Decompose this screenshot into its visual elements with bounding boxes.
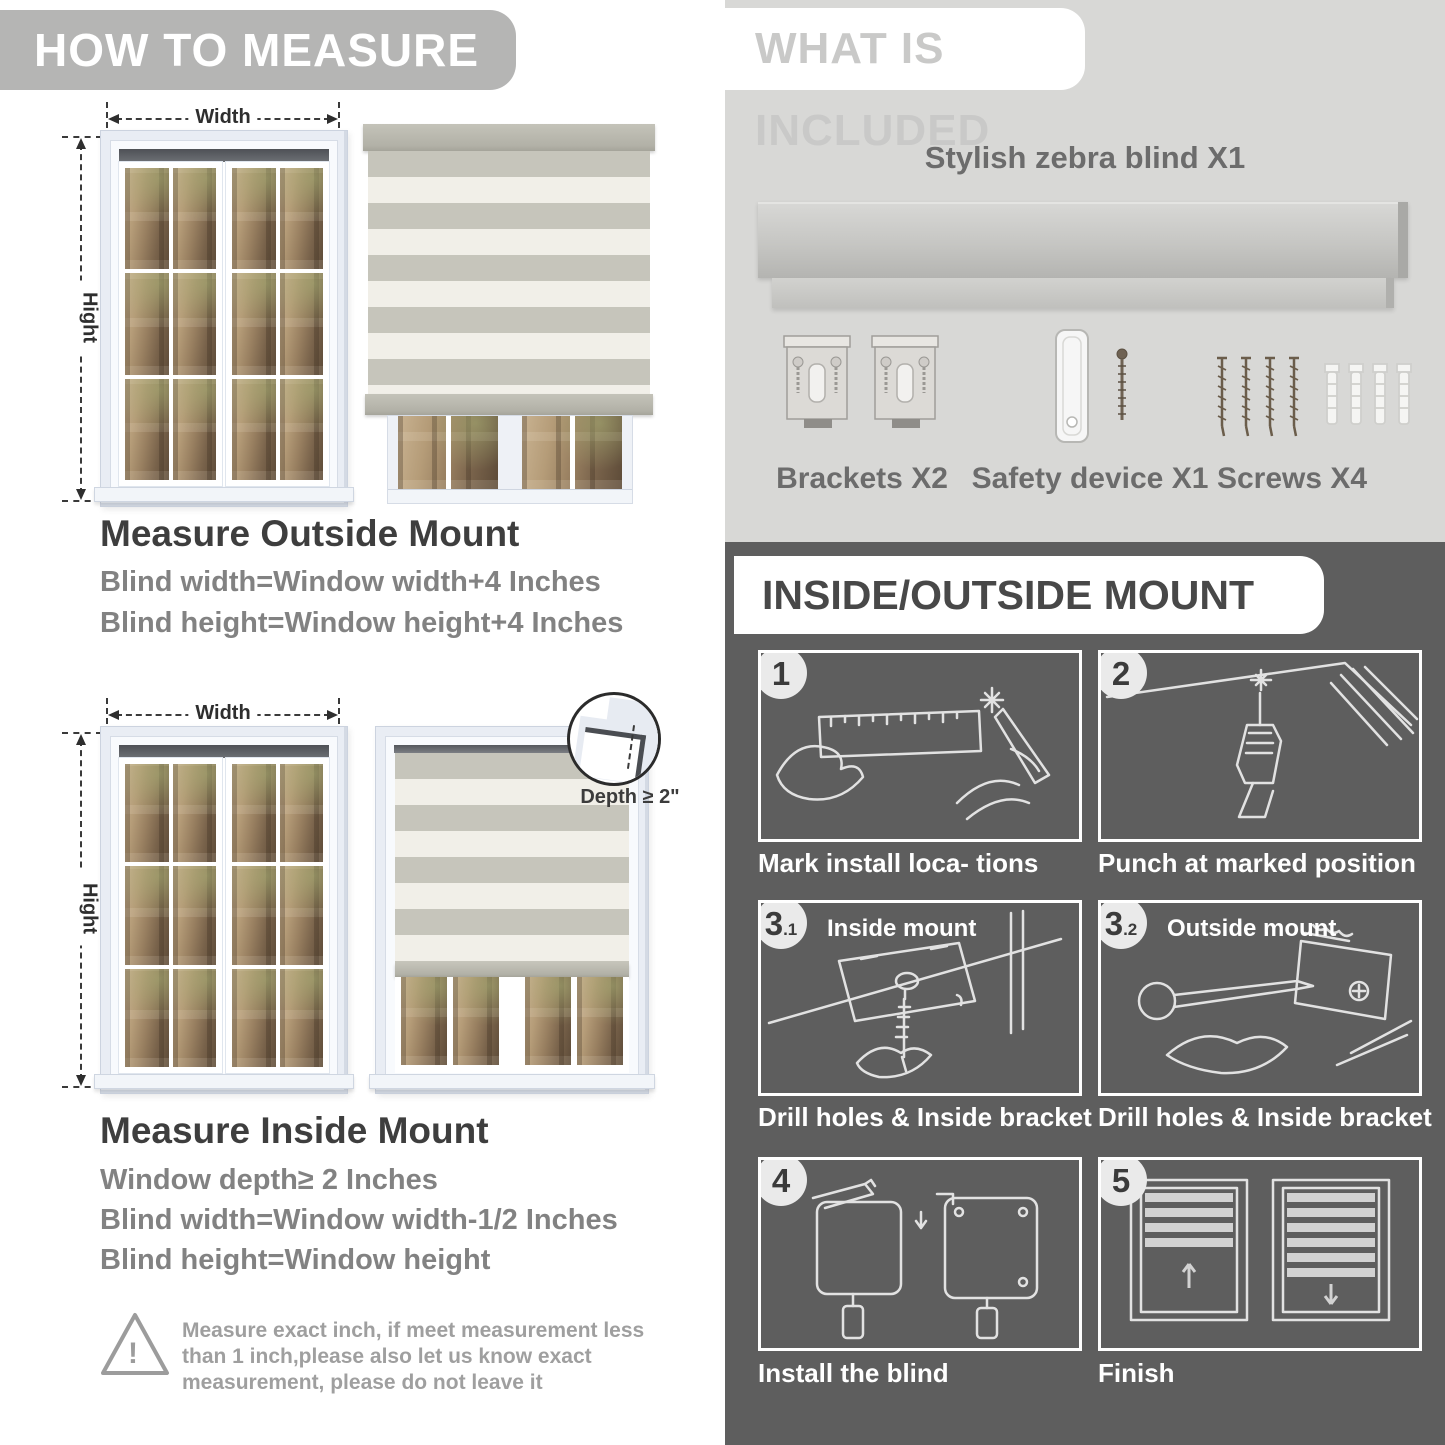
outside-formula-2: Blind height=Window height+4 Inches bbox=[100, 607, 624, 639]
how-to-measure-banner bbox=[0, 10, 516, 90]
window-leaf bbox=[119, 162, 222, 486]
depth-detail-circle bbox=[567, 692, 661, 786]
warning-note bbox=[95, 1305, 685, 1415]
mount-title: INSIDE/OUTSIDE MOUNT bbox=[762, 572, 1255, 618]
step-5-number: 5 bbox=[1111, 1162, 1131, 1199]
step-2-number: 2 bbox=[1111, 655, 1131, 692]
step-1-number: 1 bbox=[771, 655, 791, 692]
window-top-rail bbox=[119, 149, 329, 162]
width-label: Width bbox=[188, 106, 257, 129]
warning-line-3: measurement, please do not leave it bbox=[182, 1371, 543, 1394]
arrowhead-icon bbox=[76, 734, 86, 745]
product-label: Stylish zebra blind X1 bbox=[924, 140, 1246, 175]
what-is-included-banner bbox=[725, 8, 1085, 155]
window-leaf bbox=[119, 758, 222, 1073]
warning-line-1: Measure exact inch, if meet measurement less bbox=[182, 1319, 645, 1342]
panes-under-blind bbox=[395, 977, 629, 1073]
blind-cassette bbox=[363, 124, 655, 151]
step-3-1-number: 3 bbox=[764, 905, 784, 942]
blind-fabric bbox=[368, 151, 650, 394]
width-label: Width bbox=[188, 702, 257, 725]
what-is-included-section bbox=[725, 0, 1445, 542]
step-1-illustration-mark-ruler bbox=[761, 653, 1079, 839]
height-arrow-inside bbox=[62, 732, 102, 1088]
mount-banner bbox=[734, 556, 1324, 634]
hight-label: Hight bbox=[78, 281, 101, 355]
inside-blind-fabric bbox=[395, 753, 629, 963]
depth-label: Depth ≥ 2" bbox=[580, 786, 680, 808]
window-sill bbox=[94, 1074, 354, 1089]
arrowhead-icon bbox=[76, 489, 86, 500]
step-2-caption: Punch at marked position bbox=[1098, 848, 1416, 878]
safety-device-label: Safety device X1 bbox=[971, 462, 1209, 495]
step-4-illustration-install-blind bbox=[761, 1160, 1079, 1348]
step-1-box bbox=[758, 650, 1082, 842]
height-arrow-outside bbox=[62, 136, 102, 502]
screws-icon bbox=[1212, 352, 1412, 450]
warning-line-2: than 1 inch,please also let us know exact bbox=[182, 1345, 592, 1368]
step-2-box bbox=[1098, 650, 1422, 842]
step-3-2-tag: Outside mount bbox=[1167, 915, 1337, 942]
safety-device-icon bbox=[1042, 328, 1152, 452]
step-3-1-caption: Drill holes & Inside bracket bbox=[758, 1102, 1092, 1132]
arrowhead-icon bbox=[108, 114, 119, 124]
arrowhead-icon bbox=[108, 710, 119, 720]
step-1-caption: Mark install loca- tions bbox=[758, 848, 1039, 878]
window-under-blind bbox=[387, 415, 633, 504]
window-leaf bbox=[226, 162, 329, 486]
screws-label: Screws X4 bbox=[1216, 462, 1368, 495]
warning-exclamation: ! bbox=[128, 1337, 138, 1370]
step-5-box bbox=[1098, 1157, 1422, 1351]
arrowhead-icon bbox=[327, 710, 338, 720]
arrowhead-icon bbox=[327, 114, 338, 124]
step-5-caption: Finish bbox=[1098, 1358, 1175, 1388]
inside-mount-title: Measure Inside Mount bbox=[100, 1110, 489, 1151]
step-3-2-caption: Drill holes & Inside bracket bbox=[1098, 1102, 1432, 1132]
step-2-illustration-drill bbox=[1101, 653, 1419, 839]
inside-formula-2: Blind width=Window width-1/2 Inches bbox=[100, 1204, 618, 1236]
outside-formula-1: Blind width=Window width+4 Inches bbox=[100, 566, 601, 598]
zebra-blind-outside bbox=[363, 124, 655, 502]
step-3-2-number: 3 bbox=[1104, 905, 1124, 942]
window-leaf bbox=[226, 758, 329, 1073]
step-3-2-box: 3.2 Outside mount bbox=[1098, 900, 1422, 1096]
step-4-box bbox=[758, 1157, 1082, 1351]
window-illustration-inside bbox=[100, 726, 348, 1094]
window-illustration-outside bbox=[100, 130, 348, 507]
step-3-1-tag: Inside mount bbox=[827, 915, 977, 942]
step-3-1-box: 3.1 Inside mount bbox=[758, 900, 1082, 1096]
brackets-label: Brackets X2 bbox=[776, 462, 948, 495]
inside-formula-1: Window depth≥ 2 Inches bbox=[100, 1164, 438, 1196]
blind-bottom-rail bbox=[365, 394, 653, 415]
window-sill bbox=[369, 1074, 655, 1089]
what-is-included-title: WHAT IS INCLUDED bbox=[755, 24, 991, 155]
hight-label: Hight bbox=[78, 872, 101, 946]
inside-outside-mount-section bbox=[725, 542, 1445, 1445]
brackets-icon bbox=[782, 334, 942, 450]
step-4-number: 4 bbox=[771, 1162, 791, 1199]
window-sill bbox=[94, 487, 354, 502]
inside-formula-3: Blind height=Window height bbox=[100, 1244, 491, 1276]
arrowhead-icon bbox=[76, 138, 86, 149]
how-to-measure-section bbox=[0, 0, 722, 1445]
step-4-caption: Install the blind bbox=[758, 1358, 949, 1388]
how-to-measure-title: HOW TO MEASURE bbox=[34, 24, 480, 76]
headrail-illustration bbox=[758, 202, 1408, 310]
window-top-rail bbox=[119, 745, 329, 758]
outside-mount-title: Measure Outside Mount bbox=[100, 513, 520, 554]
step-5-illustration-finish bbox=[1101, 1160, 1419, 1348]
inside-blind-bottom-rail bbox=[395, 963, 629, 977]
arrowhead-icon bbox=[76, 1075, 86, 1086]
